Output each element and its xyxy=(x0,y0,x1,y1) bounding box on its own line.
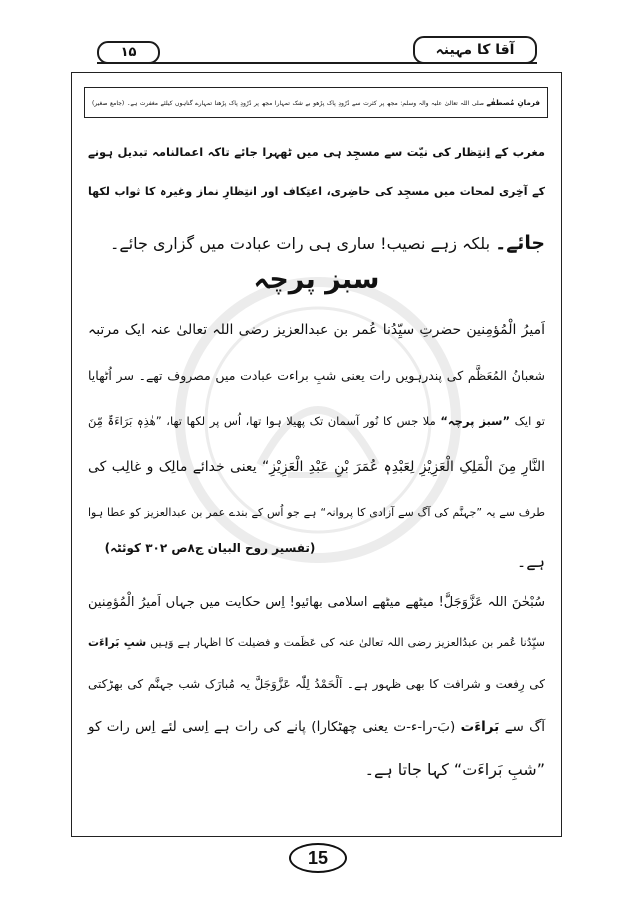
intro-line-text: بلکہ زہے نصیب! ساری ہی رات عبادت میں گزاری جائے۔ xyxy=(109,234,496,253)
hadith-band xyxy=(84,87,548,118)
story-line xyxy=(88,449,545,485)
intro-line xyxy=(88,174,545,210)
intro-line-lead: جائے۔ xyxy=(495,232,545,254)
story-line-text: النَّارِ مِنَ الْمَلِکِ الْعَزِیْزِ لِعَبْدِہٖ عُمَرَ بْنِ عَبْدِ الْعَزِیْزِ“ یعنی خدائے مالِک و غالِب کی xyxy=(88,459,545,475)
story-line-text: ہے۔ xyxy=(516,552,545,571)
intro-line xyxy=(88,134,545,170)
reflection-line-text: سُبْحٰنَ اللہ عَزَّوَجَلَّ! میٹھے میٹھے اسلامی بھائیو! اِس حکایت میں جہاں اَمیرُ الْمُؤمِنین xyxy=(88,595,545,610)
reflection-line xyxy=(88,625,545,661)
green-paper-term: ”سبز پرچہ“ xyxy=(440,414,511,428)
story-line xyxy=(88,495,545,531)
reflection-line xyxy=(88,709,545,745)
reflection-line-text: کی رِفعت و شرافت کا بھی ظہور ہے۔ اَلْحَمْدُ لِلّٰہ عَزَّوَجَلَّ یہ مُبارَک شب جہنَّم کی بھڑکتی xyxy=(88,677,545,691)
citation: (تفسیر روح البیان ج۸ص ۳۰۲ کوئٹہ) xyxy=(104,541,316,555)
story-line-text: اَمیرُ الْمُؤمِنین حضرتِ سیِّدُنا عُمر بن عبدالعزیز رضی اللہ تعالیٰ عنہ ایک مرتبہ xyxy=(88,322,545,338)
story-line xyxy=(88,403,545,439)
story-line xyxy=(88,358,545,394)
story-line-text: شعبانُ المُعَظَّم کی پندرہویں رات یعنی شبِ براءت عبادت میں مصروف تھے۔ سر اُٹھایا xyxy=(88,368,545,383)
section-heading: سبز پرچہ xyxy=(253,264,380,295)
reflection-line-text: سیِّدُنا عُمر بن عبدُالعزیز رضی اللہ تعالیٰ عنہ کی عَظَمت و فضیلت کا اظہار ہے وَہیں xyxy=(146,636,545,649)
intro-line-text: مغرب کے اِنتِظار کی نیّت سے مسجِد ہی میں ٹھہرا جائے تاکہ اعمالنامہ تبدیل ہونے xyxy=(88,145,545,159)
story-line-text: تو ایک xyxy=(510,414,545,428)
reflection-line-text: ”شبِ بَراءَت“ کہا جاتا ہے۔ xyxy=(364,760,545,779)
story-line-text: ملا جس کا نُور آسمان تک پھیلا ہوا تھا، اُس پر لکھا تھا، ”ھٰذِہٖ بَرَاءَۃٌ مِّنَ xyxy=(88,414,441,428)
story-line xyxy=(88,312,545,348)
baraat-term: بَراءَت xyxy=(460,719,500,735)
hadith-label: فرمانِ مُصطفٰے xyxy=(486,98,540,107)
reflection-line-text: آگ سے xyxy=(499,719,545,735)
hadith-line xyxy=(92,88,540,118)
running-title-box xyxy=(413,36,537,64)
intro-line-text: کے آخِری لمحات میں مسجِد کی حاضِری، اعتِکاف اور انتِظارِ نماز وغیرہ کا ثواب لکھا xyxy=(88,185,545,198)
shab-e-baraat-term: شبِ بَراءَت xyxy=(88,636,147,649)
reflection-line xyxy=(88,752,545,788)
hadith-text: صلی اللہ تعالیٰ علیہ والہ وسلم: مجھ پر کثرت سے دُرُودِ پاک پڑھو بے شک تمہارا مجھ پر دُرُودِ پاک پڑھنا تمہارے گناہوں کیلئے مغفرت ہے۔ (جامع صغیر) xyxy=(92,100,484,107)
running-title: آقا کا مہینہ xyxy=(435,42,515,58)
reflection-line-text: (بَ-را-ء-ت یعنی چھٹکارا) پانے کی رات ہے اِسی لئے اِس رات کو xyxy=(88,719,461,735)
page-number-bottom: 15 xyxy=(289,843,347,873)
intro-line xyxy=(88,225,545,262)
reflection-line xyxy=(88,585,545,621)
story-line-text: طرف سے یہ ”جہنَّم کی آگ سے آزادی کا پروانہ“ ہے جو اُس کے بندے عمر بن عبدالعزیز کو عطا ہوا xyxy=(88,506,545,519)
page-number-top: ۱۵ xyxy=(120,45,137,60)
reflection-line xyxy=(88,666,545,702)
page-number-top-box xyxy=(97,41,160,64)
